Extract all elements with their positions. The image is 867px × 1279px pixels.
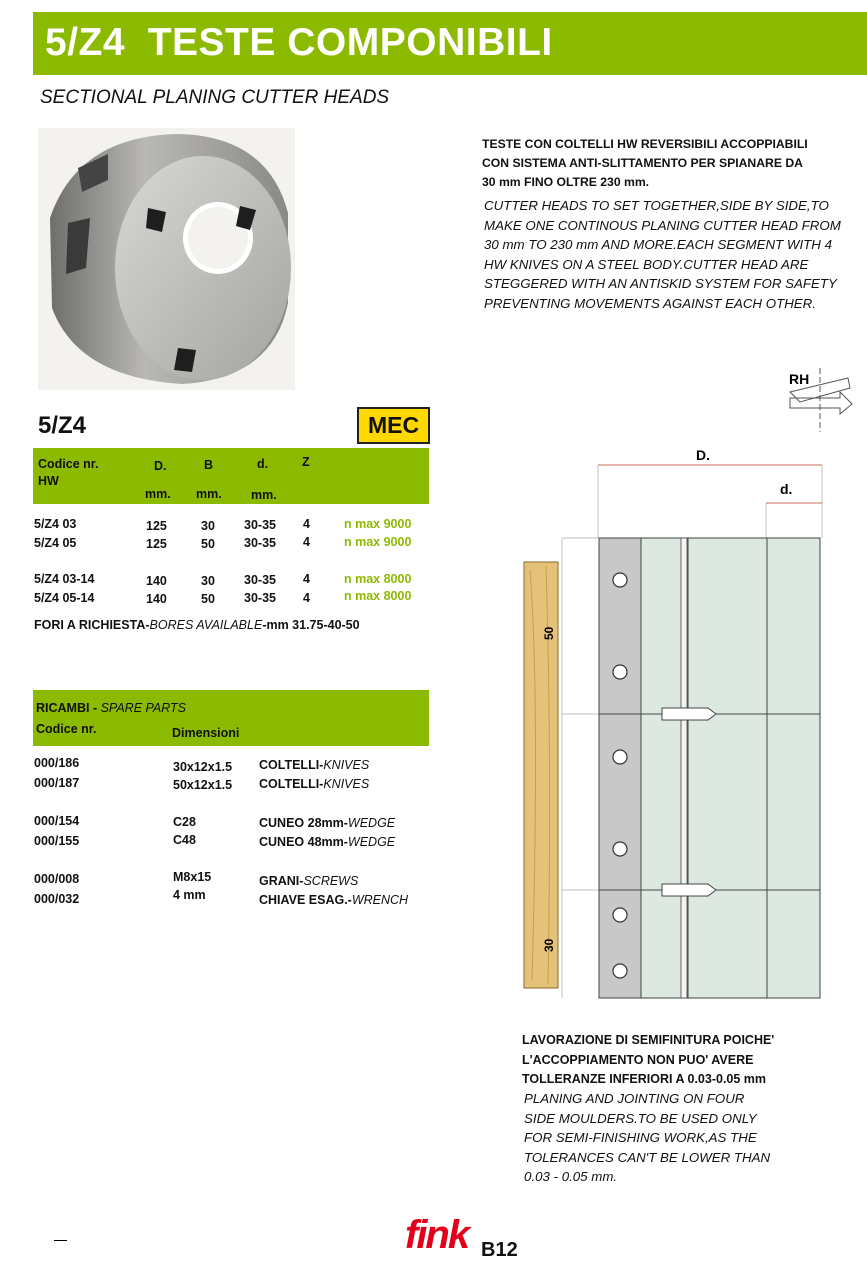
unit-label: mm.: [145, 487, 171, 501]
unit-label: mm.: [251, 488, 277, 502]
page-number: B12: [481, 1239, 518, 1261]
row-d-bore: 30-35: [244, 591, 276, 605]
col-code-hw: HW: [38, 474, 59, 488]
row-b: 30: [201, 574, 215, 588]
rh-label: RH: [789, 371, 810, 387]
margin-mark: [54, 1240, 67, 1241]
diameter-label: D.: [696, 447, 710, 463]
spare-code: 000/032: [34, 892, 80, 906]
row-z: 4: [303, 572, 310, 586]
spare-desc-it: GRANI-: [259, 874, 304, 888]
row-z: 4: [303, 517, 310, 531]
spare-parts-title-en: SPARE PARTS: [100, 701, 187, 715]
spare-desc-en: WRENCH: [351, 893, 409, 907]
spare-desc-it: CUNEO 28mm-: [259, 816, 348, 830]
description-line: STEGGERED WITH AN ANTISKID SYSTEM FOR SAFETY: [484, 276, 837, 291]
description-line: HW KNIVES ON A STEEL BODY.CUTTER HEAD ARE: [484, 256, 809, 272]
row-code: 5/Z4 05-14: [34, 591, 95, 605]
spare-dim: 50x12x1.5: [173, 778, 233, 792]
spare-code: 000/155: [34, 834, 80, 848]
spare-dim: C48: [173, 833, 196, 847]
screw-hole: [613, 964, 627, 978]
spare-parts-title-it: RICAMBI -: [36, 701, 101, 715]
row-nmax: n max 9000: [344, 535, 412, 549]
note-line: SIDE MOULDERS.TO BE USED ONLY: [524, 1110, 757, 1126]
shaft-line: [681, 538, 687, 998]
spare-desc-it: CUNEO 48mm-: [259, 835, 348, 849]
wood-board: [524, 562, 558, 988]
row-nmax: n max 9000: [344, 517, 412, 531]
spare-code: 000/186: [34, 756, 80, 770]
knife-column: [599, 538, 641, 998]
row-b: 50: [201, 537, 215, 551]
description-line: TESTE CON COLTELLI HW REVERSIBILI ACCOPPIABILI: [482, 137, 808, 151]
mec-badge: MEC: [357, 407, 430, 444]
row-z: 4: [303, 535, 310, 549]
bores-note-en: BORES AVAILABLE: [149, 618, 263, 632]
row-d-outer: 125: [146, 519, 167, 533]
col-b: B: [204, 458, 214, 472]
spare-desc-en: SCREWS: [303, 874, 359, 888]
spare-desc-en: WEDGE: [347, 816, 396, 830]
bores-note-it: FORI A RICHIESTA-: [34, 618, 150, 632]
spare-dim: M8x15: [173, 870, 212, 884]
spare-dim: 30x12x1.5: [173, 760, 233, 774]
row-z: 4: [303, 591, 310, 605]
row-code: 5/Z4 05: [34, 536, 77, 550]
row-d-bore: 30-35: [244, 573, 276, 587]
col-d-bore: d.: [257, 457, 269, 471]
row-code: 5/Z4 03-14: [34, 572, 95, 586]
spare-dim: C28: [173, 815, 196, 829]
screw-hole: [613, 750, 627, 764]
usage-note-italian: [522, 1031, 852, 1090]
row-code: 5/Z4 03: [34, 517, 77, 531]
note-line: PLANING AND JOINTING ON FOUR: [524, 1091, 745, 1106]
usage-note-english: [524, 1089, 854, 1187]
height-30-label: 30: [542, 938, 556, 952]
row-nmax: n max 8000: [344, 572, 412, 586]
bore-label: d.: [780, 481, 793, 497]
description-line: PREVENTING MOVEMENTS AGAINST EACH OTHER.: [484, 295, 816, 311]
row-d-outer: 140: [146, 592, 167, 606]
screw-hole: [613, 908, 627, 922]
spare-desc-it: COLTELLI-: [259, 758, 324, 772]
col-z: Z: [302, 455, 310, 469]
col-dimensions: Dimensioni: [172, 726, 240, 740]
spare-desc-it: CHIAVE ESAG.-: [259, 893, 352, 907]
note-line: LAVORAZIONE DI SEMIFINITURA POICHE': [522, 1033, 775, 1047]
bores-note-sizes: -mm 31.75-40-50: [262, 618, 360, 632]
screw-hole: [613, 842, 627, 856]
description-line: CON SISTEMA ANTI-SLITTAMENTO PER SPIANARE DA: [482, 156, 803, 170]
row-d-bore: 30-35: [244, 518, 276, 532]
screw-hole: [613, 573, 627, 587]
col-d-outer: D.: [154, 459, 167, 473]
note-line: FOR SEMI-FINISHING WORK,AS THE: [524, 1130, 757, 1145]
row-d-outer: 125: [146, 537, 167, 551]
row-b: 30: [201, 519, 215, 533]
spare-code: 000/008: [34, 872, 80, 886]
row-b: 50: [201, 592, 215, 606]
note-line: L'ACCOPPIAMENTO NON PUO' AVERE: [522, 1052, 754, 1067]
col-code: Codice nr.: [36, 722, 97, 736]
spare-dim: 4 mm: [173, 888, 206, 902]
height-50-label: 50: [542, 626, 556, 640]
row-d-bore: 30-35: [244, 536, 276, 550]
cutter-body: [640, 538, 820, 998]
page-title: 5/Z4 TESTE COMPONIBILI: [45, 21, 553, 64]
row-nmax: n max 8000: [344, 589, 412, 603]
antiskid-pin: [662, 884, 716, 896]
spare-desc-en: WEDGE: [347, 835, 396, 849]
screw-hole: [613, 665, 627, 679]
spare-desc-en: KNIVES: [323, 758, 370, 772]
product-code: 5/Z4: [38, 412, 87, 439]
fink-logo: fink: [405, 1213, 469, 1257]
spare-code: 000/187: [34, 776, 80, 790]
spare-desc-en: KNIVES: [323, 777, 370, 791]
spare-desc-it: COLTELLI-: [259, 777, 324, 791]
note-line: TOLLERANZE INFERIORI A 0.03-0.05 mm: [522, 1072, 767, 1086]
antiskid-pin: [662, 708, 716, 720]
description-line: CUTTER HEADS TO SET TOGETHER,SIDE BY SIDE,TO: [484, 198, 829, 213]
col-code: Codice nr.: [38, 457, 99, 471]
description-line: MAKE ONE CONTINOUS PLANING CUTTER HEAD FROM: [484, 217, 841, 233]
page-subtitle: SECTIONAL PLANING CUTTER HEADS: [40, 87, 390, 108]
spare-code: 000/154: [34, 814, 80, 828]
row-d-outer: 140: [146, 574, 167, 588]
description-line: 30 mm FINO OLTRE 230 mm.: [482, 175, 650, 189]
note-line: 0.03 - 0.05 mm.: [524, 1169, 618, 1184]
description-line: 30 mm TO 230 mm AND MORE.EACH SEGMENT WITH 4: [484, 237, 832, 252]
note-line: TOLERANCES CAN'T BE LOWER THAN: [524, 1149, 771, 1165]
unit-label: mm.: [196, 487, 222, 501]
